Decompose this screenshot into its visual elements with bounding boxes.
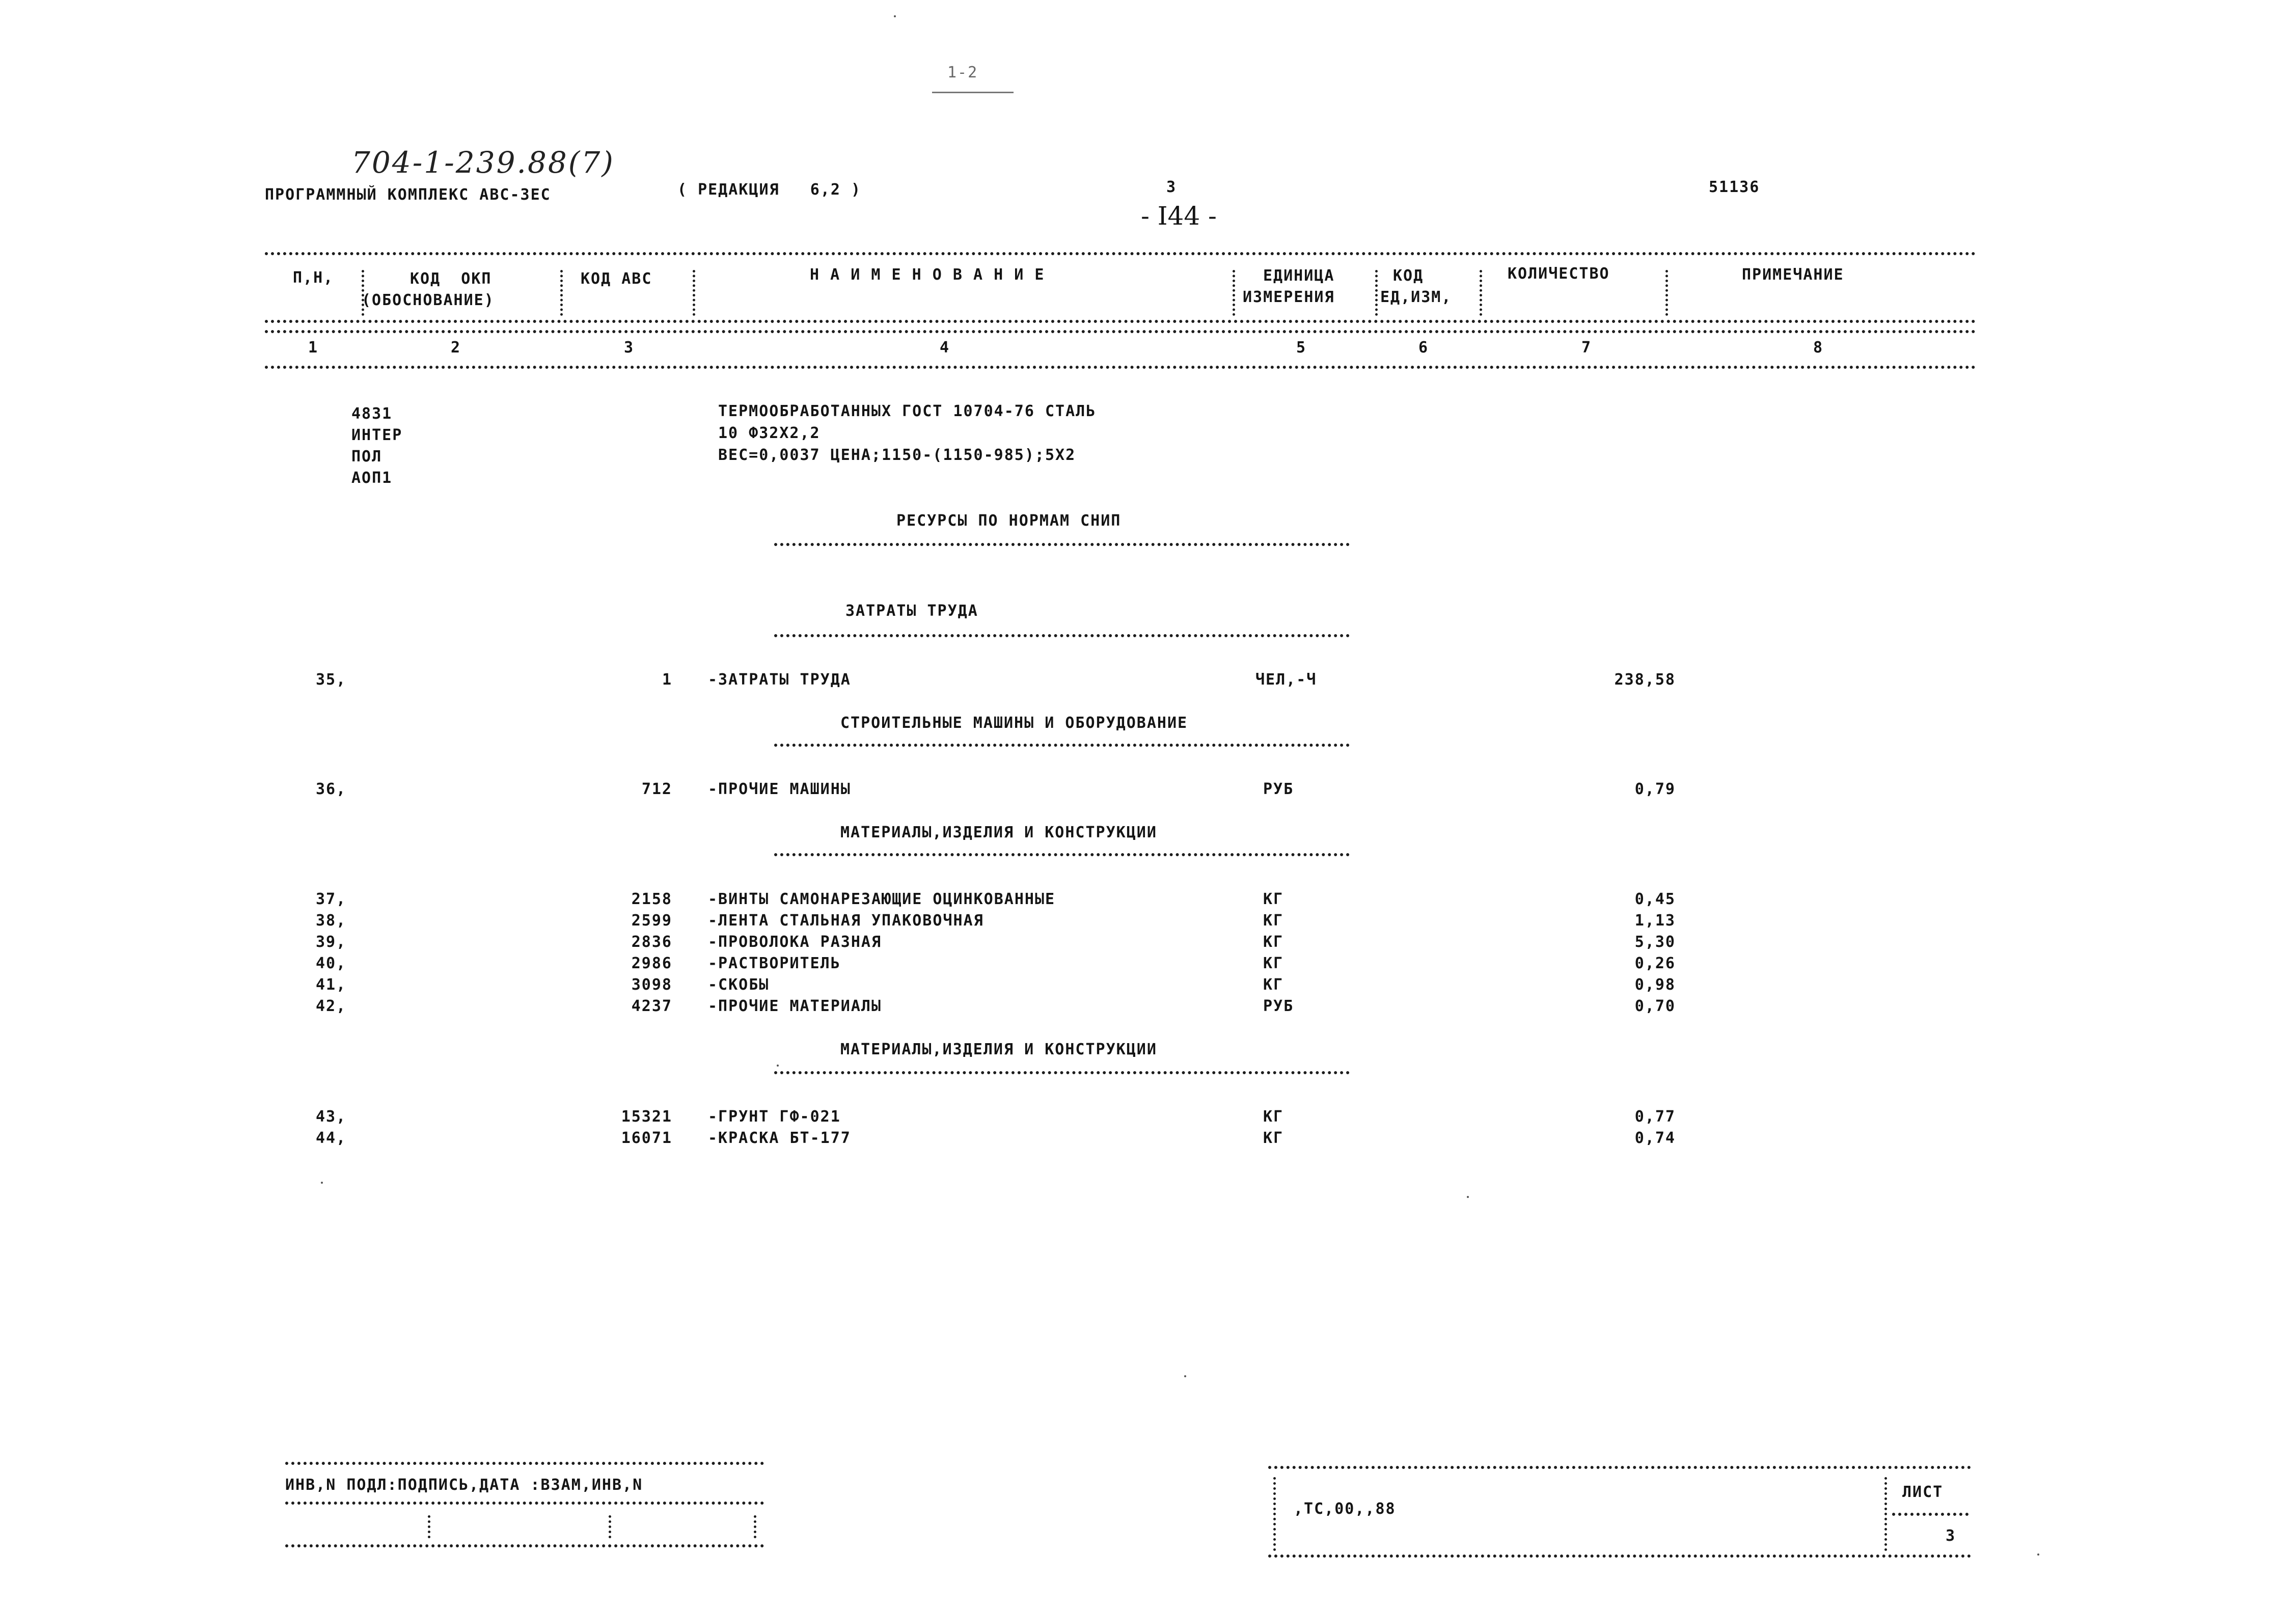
row-number: 42, — [316, 997, 347, 1015]
col-header-abc: КОД АВС — [581, 270, 652, 288]
row-quantity: 238,58 — [1614, 671, 1676, 689]
col-number-1: 1 — [308, 339, 319, 357]
row-unit: КГ — [1263, 1129, 1284, 1147]
row-number: 43, — [316, 1108, 347, 1126]
row-name: -ВИНТЫ САМОНАРЕЗАЮЩИЕ ОЦИНКОВАННЫЕ — [708, 890, 1056, 908]
row-unit: РУБ — [1263, 997, 1294, 1015]
footer-sheet-sep — [1884, 1477, 1887, 1551]
col-sep — [560, 270, 563, 316]
row-quantity: 0,79 — [1634, 780, 1676, 798]
row-name: -СКОБЫ — [708, 976, 770, 994]
col-header-note: ПРИМЕЧАНИЕ — [1742, 266, 1844, 284]
row-number: 39, — [316, 933, 347, 951]
section-title-machines: СТРОИТЕЛЬНЫЕ МАШИНЫ И ОБОРУДОВАНИЕ — [840, 714, 1188, 732]
row-number: 35, — [316, 671, 347, 689]
row-quantity: 0,74 — [1634, 1129, 1676, 1147]
col-number-3: 3 — [624, 339, 635, 357]
top-mark: 1-2 — [947, 64, 978, 81]
row-name: -ГРУНТ ГФ-021 — [708, 1108, 841, 1126]
row-abc-code: 2986 — [631, 955, 672, 972]
col-header-pn: П,Н, — [293, 269, 334, 287]
row-name: -КРАСКА БТ-177 — [708, 1129, 851, 1147]
col-header-unit-code-2: ЕД,ИЗМ, — [1380, 288, 1452, 306]
row-abc-code: 15321 — [621, 1108, 672, 1126]
row-quantity: 0,98 — [1634, 976, 1676, 994]
section-title-materials-2: МАТЕРИАЛЫ,ИЗДЕЛИЯ И КОНСТРУКЦИИ — [840, 1041, 1157, 1058]
program-title: ПРОГРАММНЫЙ КОМПЛЕКС АВС-ЗЕС — [265, 186, 551, 204]
table-rule-top — [265, 252, 1976, 255]
edition-label: ( РЕДАКЦИЯ 6,2 ) — [677, 181, 862, 199]
section-title-materials: МАТЕРИАЛЫ,ИЗДЕЛИЯ И КОНСТРУКЦИИ — [840, 824, 1157, 841]
table-rule-mid — [265, 320, 1976, 323]
col-sep — [1480, 270, 1482, 316]
row-quantity: 1,13 — [1634, 912, 1676, 930]
resources-title: РЕСУРСЫ ПО НОРМАМ СНИП — [896, 512, 1122, 530]
footer-left-rule-mid — [285, 1502, 764, 1505]
section-title-rule — [774, 853, 1350, 856]
row-number: 44, — [316, 1129, 347, 1147]
row-abc-code: 2158 — [631, 890, 672, 908]
page-digit: 3 — [1166, 178, 1177, 196]
col-sep — [1375, 270, 1378, 316]
footer-right-sep — [1273, 1477, 1276, 1551]
handwritten-document-code: 704-1-239.88(7) — [351, 145, 615, 180]
footer-sheet-number: 3 — [1946, 1527, 1956, 1545]
col-header-justification: (ОБОСНОВАНИЕ) — [362, 291, 495, 309]
row-quantity: 0,77 — [1634, 1108, 1676, 1126]
section-title-rule — [774, 634, 1350, 637]
intro-text: ВЕС=0,0037 ЦЕНА;1150-(1150-985);5Х2 — [718, 446, 1076, 464]
row-number: 36, — [316, 780, 347, 798]
row-name: -РАСТВОРИТЕЛЬ — [708, 955, 841, 972]
row-unit: КГ — [1263, 955, 1284, 972]
resources-title-rule — [774, 543, 1350, 546]
row-unit: КГ — [1263, 933, 1284, 951]
row-abc-code: 16071 — [621, 1129, 672, 1147]
col-header-name: Н А И М Е Н О В А Н И Е — [810, 266, 1045, 284]
row-unit: КГ — [1263, 912, 1284, 930]
intro-text: ТЕРМООБРАБОТАННЫХ ГОСТ 10704-76 СТАЛЬ — [718, 402, 1097, 420]
row-quantity: 0,45 — [1634, 890, 1676, 908]
row-abc-code: 2836 — [631, 933, 672, 951]
footer-sep — [609, 1515, 611, 1538]
row-abc-code: 3098 — [631, 976, 672, 994]
row-unit: ЧЕЛ,-Ч — [1255, 671, 1317, 689]
row-abc-code: 1 — [662, 671, 672, 689]
row-unit: РУБ — [1263, 780, 1294, 798]
row-quantity: 0,26 — [1634, 955, 1676, 972]
row-unit: КГ — [1263, 1108, 1284, 1126]
row-name: -ПРОЧИЕ МАШИНЫ — [708, 780, 851, 798]
row-quantity: 5,30 — [1634, 933, 1676, 951]
intro-text: 10 Ф32Х2,2 — [718, 424, 821, 442]
col-number-6: 6 — [1418, 339, 1429, 357]
col-number-4: 4 — [940, 339, 950, 357]
scan-speck — [1184, 1375, 1186, 1377]
intro-code: 4831 — [351, 405, 393, 423]
col-sep — [1665, 270, 1668, 316]
row-unit: КГ — [1263, 976, 1284, 994]
row-name: -ЗАТРАТЫ ТРУДА — [708, 671, 851, 689]
footer-left-rule-top — [285, 1462, 764, 1465]
col-sep — [1233, 270, 1235, 316]
intro-code: ИНТЕР — [351, 426, 403, 444]
row-name: -ЛЕНТА СТАЛЬНАЯ УПАКОВОЧНАЯ — [708, 912, 984, 930]
section-title-labour: ЗАТРАТЫ ТРУДА — [845, 602, 978, 620]
section-title-rule — [774, 1071, 1350, 1074]
row-name: -ПРОЧИЕ МАТЕРИАЛЫ — [708, 997, 882, 1015]
footer-sep — [428, 1515, 430, 1538]
row-number: 41, — [316, 976, 347, 994]
footer-left-rule-bottom — [285, 1544, 764, 1547]
table-rule-numbers — [265, 330, 1976, 333]
row-abc-code: 2599 — [631, 912, 672, 930]
col-number-8: 8 — [1813, 339, 1824, 357]
row-number: 38, — [316, 912, 347, 930]
row-number: 37, — [316, 890, 347, 908]
scan-speck — [2037, 1554, 2039, 1556]
footer-sep — [754, 1515, 756, 1538]
scan-speck — [1467, 1196, 1469, 1198]
scan-speck — [321, 1182, 323, 1184]
section-title-rule — [774, 744, 1350, 747]
doc-code: 51136 — [1709, 178, 1760, 196]
scan-speck — [777, 1065, 779, 1067]
intro-code: АОП1 — [351, 469, 393, 487]
col-header-okp: КОД ОКП — [410, 270, 492, 288]
footer-doc-code: ,TC,00,,88 — [1294, 1500, 1396, 1518]
row-name: -ПРОВОЛОКА РАЗНАЯ — [708, 933, 882, 951]
table-rule-bottom — [265, 366, 1976, 369]
row-abc-code: 4237 — [631, 997, 672, 1015]
row-unit: КГ — [1263, 890, 1284, 908]
footer-sheet-label: ЛИСТ — [1902, 1483, 1944, 1501]
top-mark-rule — [932, 92, 1014, 93]
row-abc-code: 712 — [641, 780, 672, 798]
col-number-5: 5 — [1296, 339, 1307, 357]
footer-sheet-rule — [1892, 1513, 1969, 1516]
row-quantity: 0,70 — [1634, 997, 1676, 1015]
footer-right-rule-bottom — [1268, 1555, 1971, 1558]
intro-code: ПОЛ — [351, 448, 382, 466]
row-number: 40, — [316, 955, 347, 972]
scan-speck — [894, 15, 896, 17]
col-number-7: 7 — [1581, 339, 1592, 357]
footer-signature-fields: ИНВ,N ПОДЛ:ПОДПИСЬ,ДАТА :ВЗАМ,ИНВ,N — [285, 1476, 643, 1494]
col-header-unit: ЕДИНИЦА — [1263, 267, 1335, 285]
footer-right-rule-top — [1268, 1466, 1971, 1469]
col-header-unit-code: КОД — [1393, 267, 1424, 285]
col-header-unit-2: ИЗМЕРЕНИЯ — [1243, 288, 1335, 306]
col-header-quantity: КОЛИЧЕСТВО — [1508, 265, 1610, 283]
page-number: - I44 - — [1141, 201, 1217, 231]
col-sep — [693, 270, 695, 316]
col-number-2: 2 — [451, 339, 461, 357]
col-sep — [362, 270, 364, 316]
